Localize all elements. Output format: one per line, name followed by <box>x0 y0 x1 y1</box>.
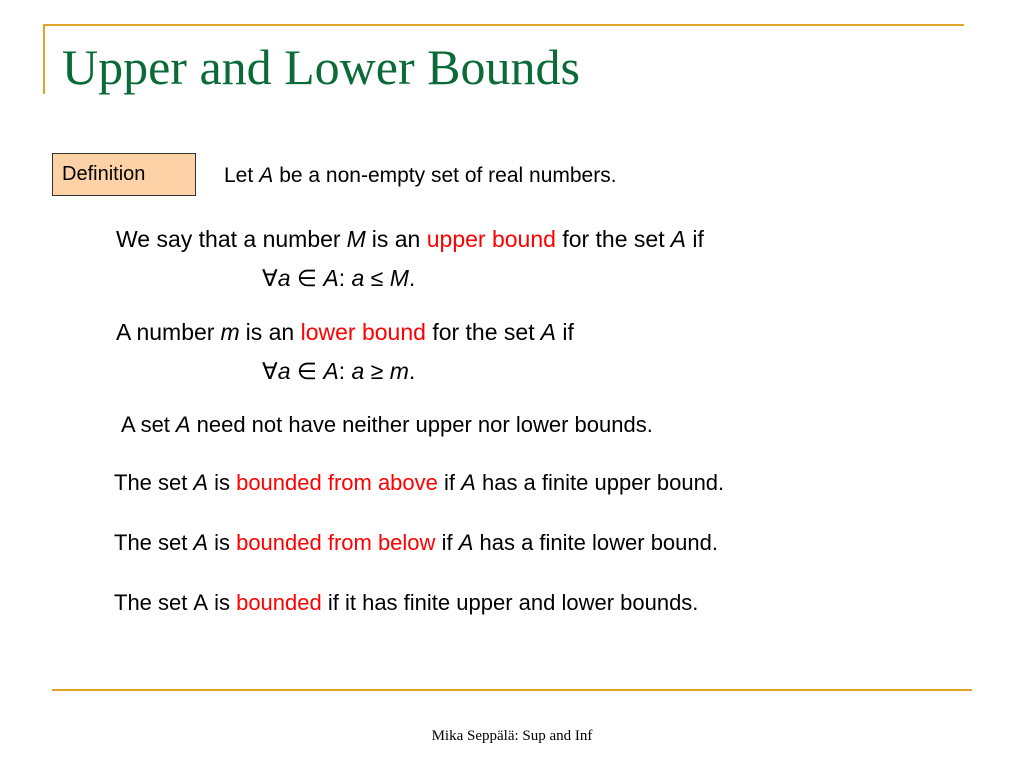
bounded-sentence <box>114 592 698 614</box>
intro-text-after: be a non-empty set of real numbers. <box>279 164 617 187</box>
above-text-mid: is <box>214 470 230 495</box>
below-text-after: if <box>441 530 453 555</box>
definition-intro <box>224 165 617 186</box>
lower-text-end: if <box>562 319 574 345</box>
lower-var-m: m <box>220 319 240 345</box>
lower-text-before: A number <box>116 319 215 345</box>
below-var-a2: A <box>458 530 474 555</box>
upper-set-var: A <box>670 226 686 252</box>
bounded-text-mid: is <box>214 590 230 615</box>
bounded-term: bounded <box>236 590 322 615</box>
above-text-before: The set <box>114 470 188 495</box>
forall-symbol: ∀ <box>262 358 278 384</box>
definition-label: Definition <box>52 153 196 196</box>
neither-text-before: A set <box>121 412 170 437</box>
formula-set: A <box>323 358 339 384</box>
below-text-before: The set <box>114 530 188 555</box>
intro-text-before: Let <box>224 164 254 187</box>
bounded-above-sentence <box>114 472 724 494</box>
upper-bound-formula <box>262 267 415 290</box>
lower-set-var: A <box>540 319 556 345</box>
above-text-end: has a finite upper bound. <box>481 470 725 495</box>
lower-bound-formula <box>262 360 415 383</box>
element-of-symbol: ∈ <box>296 358 317 384</box>
formula-bound: M <box>389 265 409 291</box>
neither-text-after: need not have neither upper nor lower bounds. <box>196 412 653 437</box>
intro-var-a: A <box>259 164 274 187</box>
forall-symbol: ∀ <box>262 265 278 291</box>
element-of-symbol: ∈ <box>296 265 317 291</box>
formula-period: . <box>408 265 416 291</box>
bounded-below-sentence <box>114 532 718 554</box>
neither-var-a: A <box>175 412 191 437</box>
bounded-var-a: A <box>193 590 209 615</box>
footer-rule <box>52 689 972 691</box>
upper-text-end: if <box>692 226 704 252</box>
formula-var: a <box>351 265 365 291</box>
formula-bound: m <box>389 358 409 384</box>
upper-text-before: We say that a number <box>116 226 341 252</box>
lower-bound-sentence <box>116 321 574 344</box>
above-text-after: if <box>444 470 456 495</box>
formula-period: . <box>408 358 416 384</box>
upper-text-after: for the set <box>562 226 665 252</box>
less-equal-symbol: ≤ <box>370 265 384 291</box>
greater-equal-symbol: ≥ <box>370 358 384 384</box>
bounded-from-above-term: bounded from above <box>236 470 438 495</box>
title-frame-top-rule <box>43 24 964 26</box>
above-var-a2: A <box>461 470 476 495</box>
bounded-from-below-term: bounded from below <box>236 530 436 555</box>
bounded-text-end: if it has finite upper and lower bounds. <box>327 590 699 615</box>
lower-text-mid: is an <box>245 319 295 345</box>
below-text-mid: is <box>214 530 230 555</box>
bounded-text-before: The set <box>114 590 188 615</box>
formula-colon: : <box>338 265 346 291</box>
upper-text-mid: is an <box>371 226 421 252</box>
above-var-a: A <box>193 470 209 495</box>
lower-bound-term: lower bound <box>300 319 426 345</box>
formula-var: a <box>277 358 291 384</box>
below-text-end: has a finite lower bound. <box>479 530 718 555</box>
title-frame-left-rule <box>43 24 45 94</box>
upper-var-m: M <box>346 226 366 252</box>
formula-var: a <box>351 358 365 384</box>
slide-title: Upper and Lower Bounds <box>62 39 580 95</box>
slide-footer: Mika Seppälä: Sup and Inf <box>431 728 593 744</box>
upper-bound-sentence <box>116 228 704 251</box>
formula-colon: : <box>338 358 346 384</box>
formula-set: A <box>323 265 339 291</box>
below-var-a: A <box>193 530 209 555</box>
upper-bound-term: upper bound <box>426 226 556 252</box>
formula-var: a <box>277 265 291 291</box>
neither-bounds-sentence <box>121 414 653 436</box>
lower-text-after: for the set <box>432 319 535 345</box>
